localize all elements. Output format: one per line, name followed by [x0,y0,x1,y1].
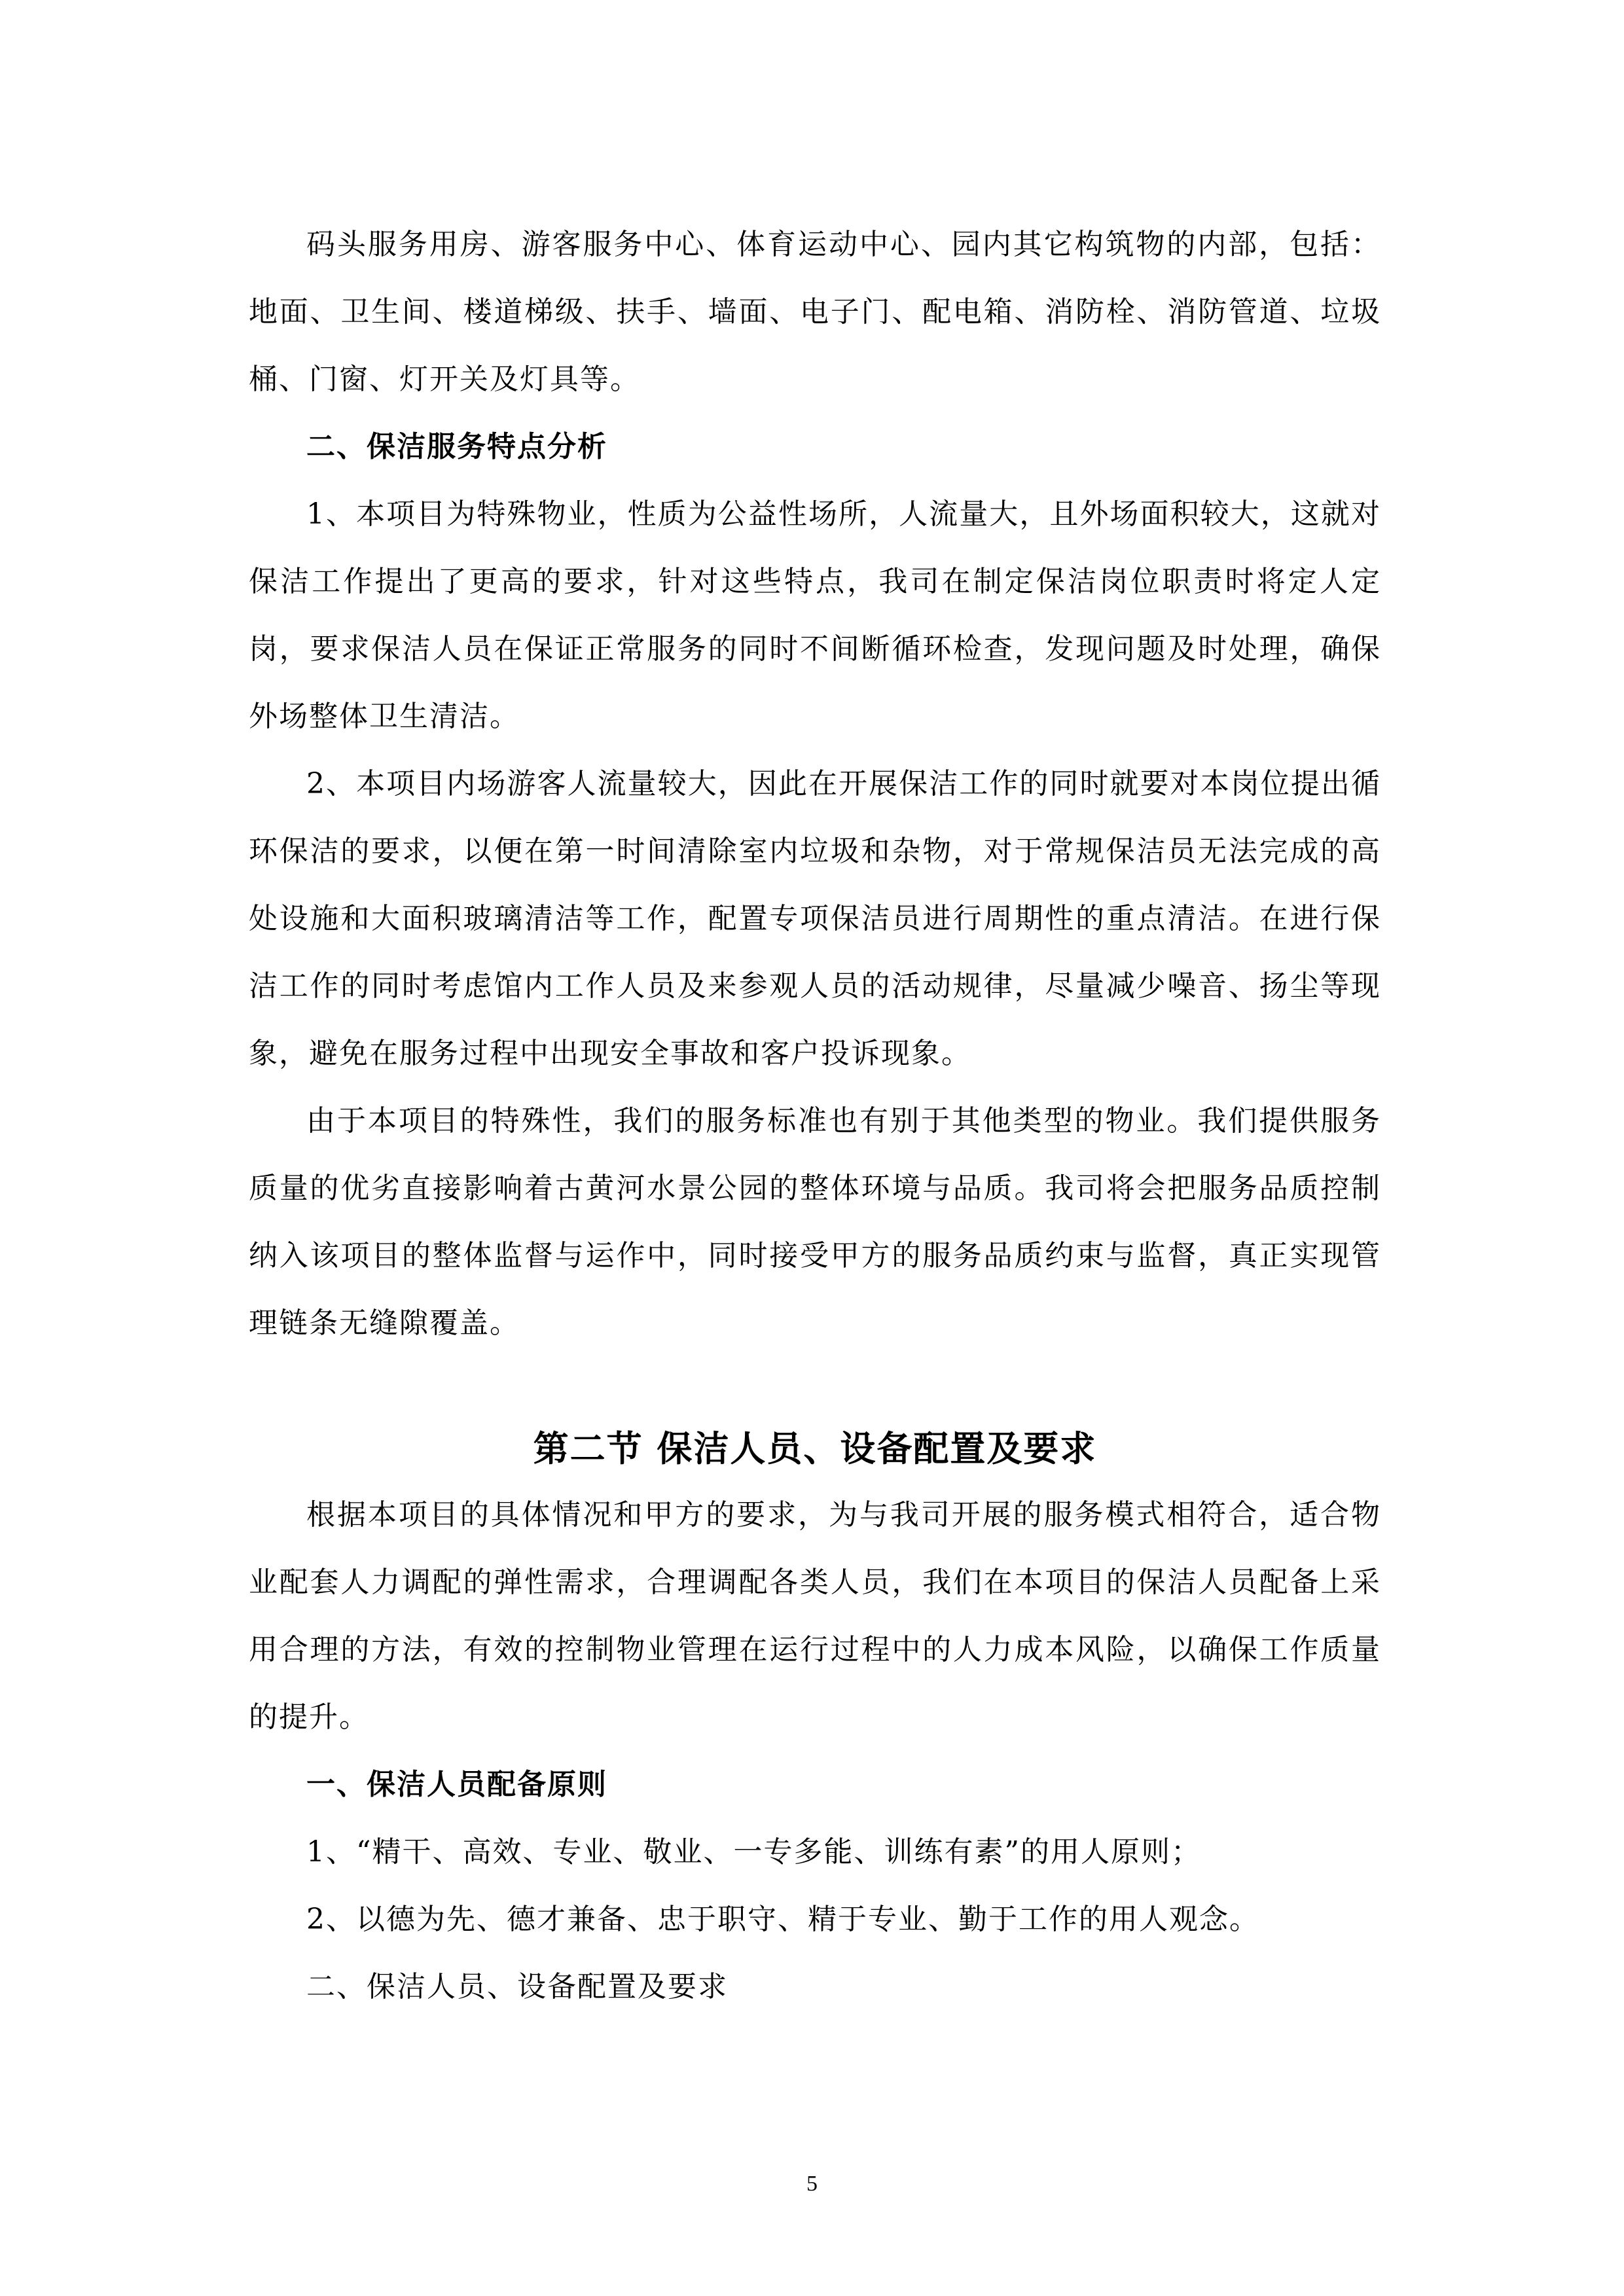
paragraph-feature-1: 1、本项目为特殊物业，性质为公益性场所，人流量大，且外场面积较大，这就对保洁工作提出了更高的要求，针对这些特点，我司在制定保洁岗位职责时将定人定岗，要求保洁人员在保证正常服务的同时不间断循环检查，发现问题及时处理，确保外场整体卫生清洁。 [249,497,1381,733]
paragraph-scope: 码头服务用房、游客服务中心、体育运动中心、园内其它构筑物的内部，包括：地面、卫生间、楼道梯级、扶手、墙面、电子门、配电箱、消防栓、消防管道、垃圾桶、门窗、灯开关及灯具等。 [249,228,1381,396]
page-number: 5 [806,2172,818,2196]
list-item-principle-1: 1、“精干、高效、专业、敬业、一专多能、训练有素”的用人原则； [306,1835,1201,1869]
paragraph-service-standard: 由于本项目的特殊性，我们的服务标准也有别于其他类型的物业。我们提供服务质量的优劣直接影响着古黄河水景公园的整体环境与品质。我司将会把服务品质控制纳入该项目的整体监督与运作中，同时接受甲方的服务品质约束与监督，真正实现管理链条无缝隙覆盖。 [249,1104,1381,1340]
heading-feature-analysis: 二、保洁服务特点分析 [306,430,607,463]
heading-staff-equipment: 二、保洁人员、设备配置及要求 [306,1970,728,2003]
list-item-principle-2: 2、以德为先、德才兼备、忠于职守、精于专业、勤于工作的用人观念。 [306,1903,1259,1936]
paragraph-staffing-intro: 根据本项目的具体情况和甲方的要求，为与我司开展的服务模式相符合，适合物业配套人力调配的弹性需求，合理调配各类人员，我们在本项目的保洁人员配备上采用合理的方法，有效的控制物业管理在运行过程中的人力成本风险，以确保工作质量的提升。 [249,1498,1381,1734]
document-body [249,211,1381,2020]
heading-staffing-principles: 一、保洁人员配备原则 [306,1768,607,1801]
paragraph-feature-2: 2、本项目内场游客人流量较大，因此在开展保洁工作的同时就要对本岗位提出循环保洁的要求，以便在第一时间清除室内垃圾和杂物，对于常规保洁员无法完成的高处设施和大面积玻璃清洁等工作，配置专项保洁员进行周期性的重点清洁。在进行保洁工作的同时考虑馆内工作人员及来参观人员的活动规律，尽量减少噪音、扬尘等现象，避免在服务过程中出现安全事故和客户投诉现象。 [249,767,1381,1070]
section-title: 第二节 保洁人员、设备配置及要求 [533,1427,1097,1469]
